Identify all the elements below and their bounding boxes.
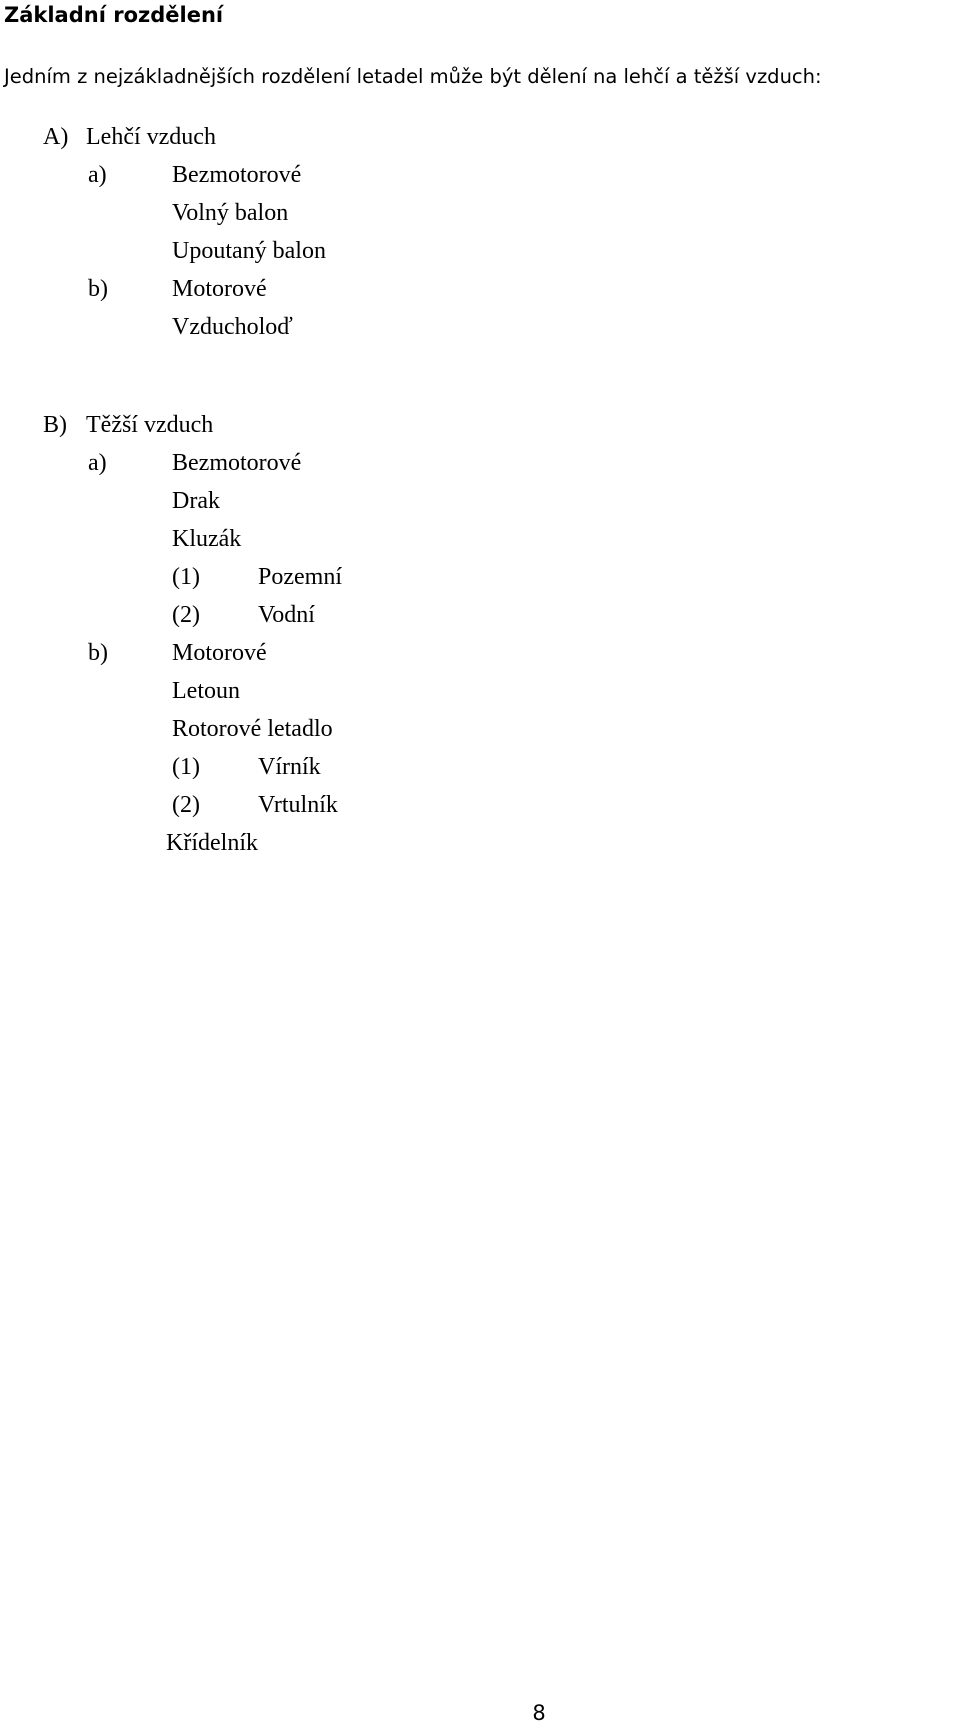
outline-label: A) bbox=[43, 124, 69, 150]
intro-paragraph: Jedním z nejzákladnějších rozdělení letadel může být dělení na lehčí a těžší vzduch: bbox=[4, 65, 822, 88]
outline-label: a) bbox=[88, 162, 107, 188]
outline-text: Volný balon bbox=[172, 200, 289, 226]
outline-text: Vzducholoď bbox=[172, 314, 293, 340]
outline-text: Motorové bbox=[172, 276, 267, 302]
outline-text: Pozemní bbox=[258, 564, 342, 590]
section-heading: Základní rozdělení bbox=[4, 3, 224, 27]
outline-text: Kluzák bbox=[172, 526, 242, 552]
outline-text: Drak bbox=[172, 488, 220, 514]
outline-label: (2) bbox=[172, 602, 200, 628]
outline-text: Motorové bbox=[172, 640, 267, 666]
outline-text: Bezmotorové bbox=[172, 450, 302, 476]
outline-label: (1) bbox=[172, 754, 200, 780]
outline-label: b) bbox=[88, 640, 108, 666]
outline-text: Letoun bbox=[172, 678, 240, 704]
outline-text: Rotorové letadlo bbox=[172, 716, 333, 742]
outline-text: Lehčí vzduch bbox=[86, 124, 216, 150]
outline-text: Vírník bbox=[258, 754, 321, 780]
outline-text: Těžší vzduch bbox=[86, 412, 214, 438]
outline-label: B) bbox=[43, 412, 67, 438]
outline-label: (1) bbox=[172, 564, 200, 590]
outline-label: b) bbox=[88, 276, 108, 302]
outline-text: Vodní bbox=[258, 602, 315, 628]
outline-text: Křídelník bbox=[166, 830, 258, 856]
outline-text: Upoutaný balon bbox=[172, 238, 326, 264]
page-number: 8 bbox=[532, 1701, 546, 1725]
outline-text: Bezmotorové bbox=[172, 162, 302, 188]
outline-text: Vrtulník bbox=[258, 792, 338, 818]
outline-label: a) bbox=[88, 450, 107, 476]
outline-label: (2) bbox=[172, 792, 200, 818]
